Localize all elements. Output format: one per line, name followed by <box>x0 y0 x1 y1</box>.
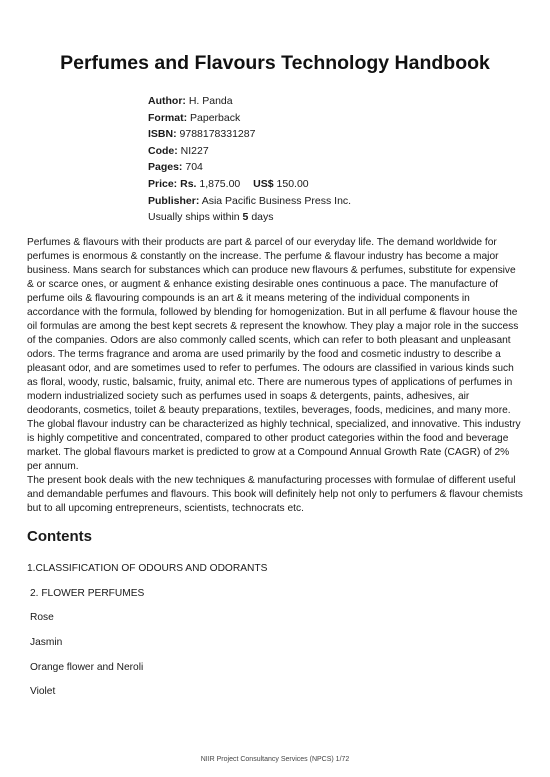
ships-prefix: Usually ships within <box>148 211 240 224</box>
publisher-row <box>148 193 351 210</box>
price-usd-value: 150.00 <box>276 177 309 190</box>
format-value: Paperback <box>190 111 241 124</box>
publisher-value: Asia Pacific Business Press Inc. <box>201 194 352 207</box>
contents-heading: Contents <box>27 528 92 545</box>
price-usd-label: US$ <box>253 177 274 190</box>
contents-item: Jasmin <box>30 637 63 649</box>
code-value: NI227 <box>180 144 209 157</box>
pages-value: 704 <box>185 161 203 174</box>
page-title: Perfumes and Flavours Technology Handbook <box>60 52 490 74</box>
ships-days: 5 <box>242 211 249 224</box>
contents-item: 2. FLOWER PERFUMES <box>30 587 145 599</box>
isbn-row <box>148 126 351 143</box>
author-value: H. Panda <box>188 95 233 107</box>
page-footer: NIIR Project Consultancy Services (NPCS) 1/72 <box>200 756 350 763</box>
price-rs-label: Rs. <box>180 177 197 190</box>
contents-item: Orange flower and Neroli <box>30 661 144 673</box>
author-label: Author: <box>148 95 186 107</box>
isbn-label: ISBN: <box>148 128 177 141</box>
shipping-row <box>148 209 351 226</box>
isbn-value: 9788178331287 <box>179 128 256 141</box>
code-label: Code: <box>148 144 178 157</box>
ships-suffix: days <box>251 211 274 224</box>
price-rs-value: 1,875.00 <box>199 177 241 190</box>
book-description <box>27 236 525 516</box>
description-paragraph-2: The present book deals with the new techniques & manufacturing processes with formulae of different useful and demandable perfumes and flavours. This book will definitely help not only to perfumers & flavour chemists but to all upcoming entrepreneurs, scientists, technocrats etc. <box>27 475 523 514</box>
contents-item: Violet <box>30 686 56 698</box>
contents-item: 1.CLASSIFICATION OF ODOURS AND ODORANTS <box>27 563 268 574</box>
book-details <box>148 93 351 226</box>
format-label: Format: <box>148 111 188 124</box>
contents-list <box>27 563 267 711</box>
author-row <box>148 93 351 110</box>
format-row <box>148 110 351 127</box>
price-row <box>148 176 351 193</box>
contents-item: Rose <box>30 612 54 624</box>
pages-row <box>148 159 351 176</box>
code-row <box>148 143 351 160</box>
publisher-label: Publisher: <box>148 194 200 207</box>
pages-label: Pages: <box>148 161 183 174</box>
description-paragraph-1: Perfumes & flavours with their products are part & parcel of our everyday life. The demand worldwide for perfumes is enormous & constantly on the increase. The perfume & flavour industry has become a major business. Mans search for substances which can produce new flavours & perfumes, substitute for expensive & or scarce ones, or augment & enhance existing desirable ones continuous a pace. The manufacture of perfume oils & flavouring compounds is an art & it means metering of the individual components in accordance with the formula, followed by blending for homogenization. But in all perfume & flavour house the oil formulas are among the best kept secrets & represent the knowhow. They play a major role in the success of the companies. Odors are also commonly called scents, which can refer to both pleasant and unpleasant odors. The terms fragrance and aroma are used primarily by the food and cosmetic industry to describe a pleasant odor, and are sometimes used to refer to perfumes. The odours are classified in various kinds such as floral, woody, rustic, balsamic, fruity, animal etc. There are numerous types of applications of perfumes in modern industrialized society such as perfumes used in soaps & detergents, paints, adhesives, air deodorants, cosmetics, toilet & beauty preparations, textiles, beverages, foods, medicines, and many more. The global flavour industry can be characterized as highly technical, specialized, and innovative. This industry is highly competitive and concentrated, compared to other product categories within the food and beverage market. The global flavours market is predicted to grow at a Compound Annual Growth Rate (CAGR) of 2% per annum. <box>27 237 521 472</box>
price-label: Price: <box>148 177 178 190</box>
